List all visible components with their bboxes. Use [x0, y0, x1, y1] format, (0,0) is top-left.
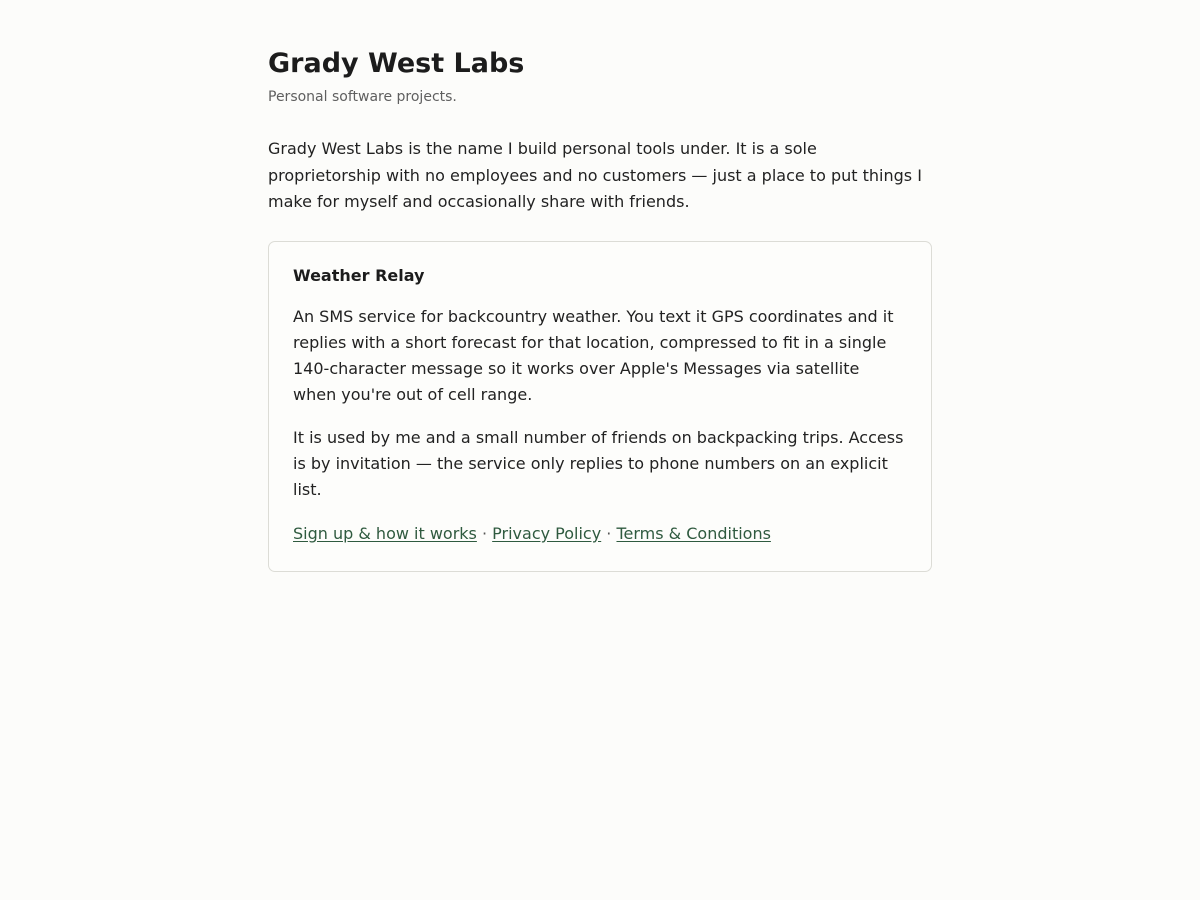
page-container — [268, 0, 932, 572]
intro-paragraph: Grady West Labs is the name I build personal tools under. It is a sole proprietorship with no employees and no customers — just a place to put things I make for myself and occasionally share with friends. — [268, 139, 922, 211]
project-title: Weather Relay — [293, 265, 425, 285]
link-separator: · — [481, 523, 493, 543]
privacy-policy-link[interactable]: Privacy Policy — [492, 523, 602, 543]
project-description: An SMS service for backcountry weather. You text it GPS coordinates and it replies with a short forecast for that location, compressed to fit in a single 140-character message so it works over Apple's Messages via satellite when you're out of cell range. — [293, 306, 894, 405]
project-card — [268, 241, 932, 572]
terms-conditions-link[interactable]: Terms & Conditions — [616, 523, 771, 543]
site-tagline: Personal software projects. — [268, 89, 457, 105]
link-separator: · — [606, 523, 617, 543]
site-title: Grady West Labs — [268, 48, 525, 79]
project-usage: It is used by me and a small number of friends on backpacking trips. Access is by invitation — the service only replies to phone numbers on an explicit list. — [293, 427, 904, 500]
signup-link[interactable]: Sign up & how it works — [293, 523, 477, 543]
project-links — [293, 521, 907, 547]
